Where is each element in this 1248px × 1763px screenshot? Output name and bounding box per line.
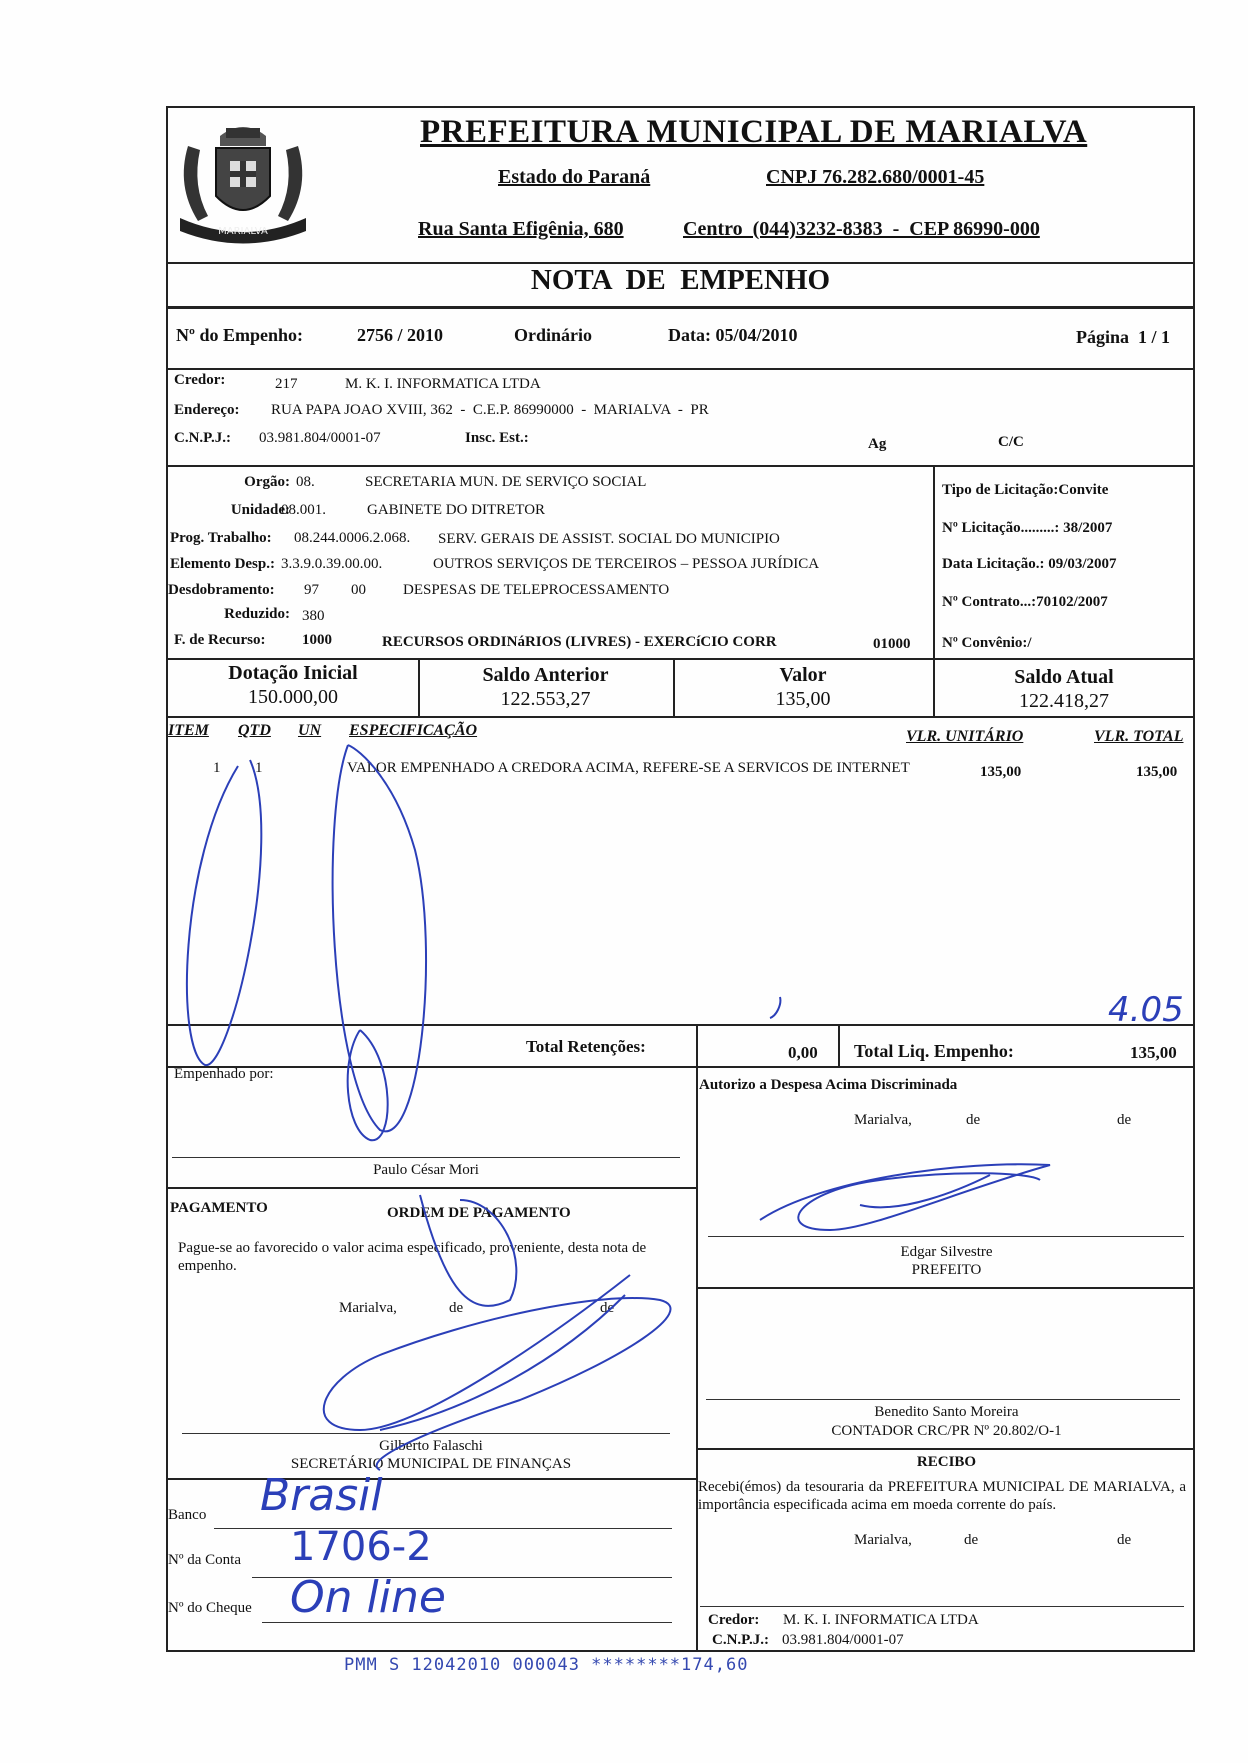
recibo-credor-label: Credor: bbox=[708, 1612, 760, 1628]
col-header-spec: ESPECIFICAÇÃO bbox=[349, 722, 478, 739]
credor-name: M. K. I. INFORMATICA LTDA bbox=[345, 376, 541, 392]
col-header-unit-value: VLR. UNITÁRIO bbox=[906, 728, 1024, 745]
recibo-cnpj-value: 03.981.804/0001-07 bbox=[782, 1632, 904, 1648]
credor-address: RUA PAPA JOAO XVIII, 362 - C.E.P. 86990000 - MARIALVA - PR bbox=[271, 402, 709, 418]
total-liquido-label: Total Liq. Empenho: bbox=[854, 1041, 1014, 1061]
orgao-name: SECRETARIA MUN. DE SERVIÇO SOCIAL bbox=[365, 474, 647, 490]
autorizo-de-2: de bbox=[1117, 1112, 1132, 1128]
row-unit-value: 135,00 bbox=[980, 764, 1022, 780]
saldo-anterior-value: 122.553,27 bbox=[500, 688, 591, 710]
ordem-pagamento-label: ORDEM DE PAGAMENTO bbox=[387, 1205, 571, 1221]
desdobramento-label: Desdobramento: bbox=[168, 582, 275, 598]
credor-code: 217 bbox=[275, 376, 298, 392]
pagamento-de-2: de bbox=[600, 1300, 615, 1316]
reduzido-value: 380 bbox=[302, 608, 325, 624]
desdobramento-code-2: 00 bbox=[351, 582, 366, 598]
orgao-code: 08. bbox=[296, 474, 315, 490]
conta-handwritten: 1706-2 bbox=[290, 1524, 432, 1570]
saldo-atual-label: Saldo Atual bbox=[1014, 666, 1114, 688]
contador-title: CONTADOR CRC/PR Nº 20.802/O-1 bbox=[831, 1423, 1062, 1439]
autorizo-place: Marialva, bbox=[854, 1112, 912, 1128]
pagamento-place: Marialva, bbox=[339, 1300, 397, 1316]
recibo-de-1: de bbox=[964, 1532, 979, 1548]
desdobramento-code-1: 97 bbox=[304, 582, 319, 598]
credor-cnpj: 03.981.804/0001-07 bbox=[259, 430, 381, 446]
empenhado-label: Empenhado por: bbox=[174, 1066, 274, 1082]
total-retencoes-label: Total Retenções: bbox=[526, 1037, 646, 1056]
licitacao-date: Data Licitação.: 09/03/2007 bbox=[942, 556, 1117, 572]
licitacao-number: Nº Licitação.........: 38/2007 bbox=[942, 520, 1113, 536]
header-title: PREFEITURA MUNICIPAL DE MARIALVA bbox=[420, 114, 1088, 150]
secretario-name: Gilberto Falaschi bbox=[379, 1438, 483, 1454]
coat-of-arms-logo bbox=[168, 106, 318, 256]
elemento-name: OUTROS SERVIÇOS DE TERCEIROS – PESSOA JURÍDICA bbox=[433, 556, 820, 572]
valor-value: 135,00 bbox=[775, 688, 831, 710]
agency-label: Ag bbox=[868, 436, 887, 452]
elemento-code: 3.3.9.0.39.00.00. bbox=[281, 556, 383, 572]
payment-stamp: PMM S 12042010 000043 ********174,60 bbox=[344, 1655, 749, 1675]
page-number: Página 1 / 1 bbox=[1076, 327, 1171, 347]
reduzido-label: Reduzido: bbox=[224, 606, 290, 622]
unidade-code: 08.001. bbox=[281, 502, 326, 518]
row-qtd: 1 bbox=[255, 760, 263, 776]
cnpj-label: C.N.P.J.: bbox=[174, 430, 231, 446]
secretario-title: SECRETÁRIO MUNICIPAL DE FINANÇAS bbox=[290, 1456, 572, 1472]
margin-note: 4.05 bbox=[1108, 990, 1184, 1030]
pagamento-label: PAGAMENTO bbox=[170, 1200, 268, 1216]
col-header-qtd: QTD bbox=[238, 722, 271, 739]
licitacao-type: Tipo de Licitação:Convite bbox=[942, 482, 1109, 498]
empenho-number-label: Nº do Empenho: bbox=[176, 325, 303, 345]
header-state: Estado do Paraná bbox=[498, 166, 651, 188]
convenio-number: Nº Convênio:/ bbox=[942, 635, 1032, 651]
header-address: Rua Santa Efigênia, 680 bbox=[418, 218, 624, 240]
unidade-label: Unidade: bbox=[230, 502, 290, 518]
header-cnpj: CNPJ 76.282.680/0001-45 bbox=[766, 166, 985, 188]
empenho-number: 2756 / 2010 bbox=[357, 325, 444, 345]
row-item: 1 bbox=[213, 760, 221, 776]
recurso-name: RECURSOS ORDINáRIOS (LIVRES) - EXERCíCIO CORR bbox=[382, 634, 777, 650]
unidade-name: GABINETE DO DITRETOR bbox=[367, 502, 546, 518]
dotacao-inicial-value: 150.000,00 bbox=[248, 686, 338, 708]
prefeito-title: PREFEITO bbox=[911, 1262, 982, 1278]
table-row bbox=[166, 752, 1195, 812]
recibo-place: Marialva, bbox=[854, 1532, 912, 1548]
row-total-value: 135,00 bbox=[1136, 764, 1178, 780]
recurso-code: 1000 bbox=[302, 632, 332, 648]
recibo-label: RECIBO bbox=[916, 1454, 977, 1470]
recurso-code-2: 01000 bbox=[873, 636, 911, 652]
cheque-handwritten: On line bbox=[290, 1572, 446, 1623]
document-title: NOTA DE EMPENHO bbox=[530, 264, 831, 296]
prog-label: Prog. Trabalho: bbox=[170, 530, 272, 546]
conta-label: Nº da Conta bbox=[168, 1552, 241, 1568]
prog-name: SERV. GERAIS DE ASSIST. SOCIAL DO MUNICIPIO bbox=[438, 531, 780, 547]
svg-text:MARIALVA: MARIALVA bbox=[218, 226, 268, 237]
recibo-de-2: de bbox=[1117, 1532, 1132, 1548]
desdobramento-name: DESPESAS DE TELEPROCESSAMENTO bbox=[403, 582, 670, 598]
recibo-text: Recebi(émos) da tesouraria da PREFEITURA MUNICIPAL DE MARIALVA, a importância especificada acima em moeda corrente do país. bbox=[698, 1479, 1186, 1513]
empenho-type: Ordinário bbox=[514, 325, 593, 345]
recibo-cnpj-label: C.N.P.J.: bbox=[712, 1632, 769, 1648]
valor-label: Valor bbox=[779, 664, 827, 686]
col-header-un: UN bbox=[298, 722, 322, 739]
pagamento-text: Pague-se ao favorecido o valor acima especificado, proveniente, desta nota de empenho. bbox=[178, 1240, 647, 1274]
recurso-label: F. de Recurso: bbox=[174, 632, 266, 648]
empenho-date: Data: 05/04/2010 bbox=[668, 325, 798, 345]
dotacao-inicial-label: Dotação Inicial bbox=[228, 662, 358, 684]
pagamento-de-1: de bbox=[449, 1300, 464, 1316]
autorizo-de-1: de bbox=[966, 1112, 981, 1128]
contract-number: Nº Contrato...:70102/2007 bbox=[942, 594, 1108, 610]
prefeito-name: Edgar Silvestre bbox=[900, 1244, 993, 1260]
saldo-anterior-label: Saldo Anterior bbox=[482, 664, 609, 686]
empenhado-name: Paulo César Mori bbox=[373, 1162, 479, 1178]
saldo-atual-value: 122.418,27 bbox=[1019, 690, 1109, 712]
contador-name: Benedito Santo Moreira bbox=[874, 1404, 1019, 1420]
cheque-label: Nº do Cheque bbox=[168, 1600, 252, 1616]
credor-label: Credor: bbox=[174, 372, 226, 388]
recibo-credor-name: M. K. I. INFORMATICA LTDA bbox=[783, 1612, 979, 1628]
autorizo-label: Autorizo a Despesa Acima Discriminada bbox=[699, 1077, 958, 1093]
address-label: Endereço: bbox=[174, 402, 240, 418]
elemento-label: Elemento Desp.: bbox=[170, 556, 275, 572]
banco-label: Banco bbox=[168, 1507, 207, 1523]
orgao-label: Orgão: bbox=[244, 474, 290, 490]
total-retencoes-value: 0,00 bbox=[788, 1043, 818, 1062]
col-header-item: ITEM bbox=[168, 722, 209, 739]
col-header-total-value: VLR. TOTAL bbox=[1094, 728, 1184, 745]
account-label: C/C bbox=[998, 434, 1024, 450]
insc-est-label: Insc. Est.: bbox=[465, 430, 529, 446]
total-liquido-value: 135,00 bbox=[1130, 1043, 1177, 1062]
row-spec: VALOR EMPENHADO A CREDORA ACIMA, REFERE-SE A SERVICOS DE INTERNET bbox=[347, 760, 910, 776]
prog-code: 08.244.0006.2.068. bbox=[294, 530, 411, 546]
header-contact: Centro (044)3232-8383 - CEP 86990-000 bbox=[683, 218, 1040, 240]
banco-handwritten: Brasil bbox=[260, 1470, 383, 1521]
